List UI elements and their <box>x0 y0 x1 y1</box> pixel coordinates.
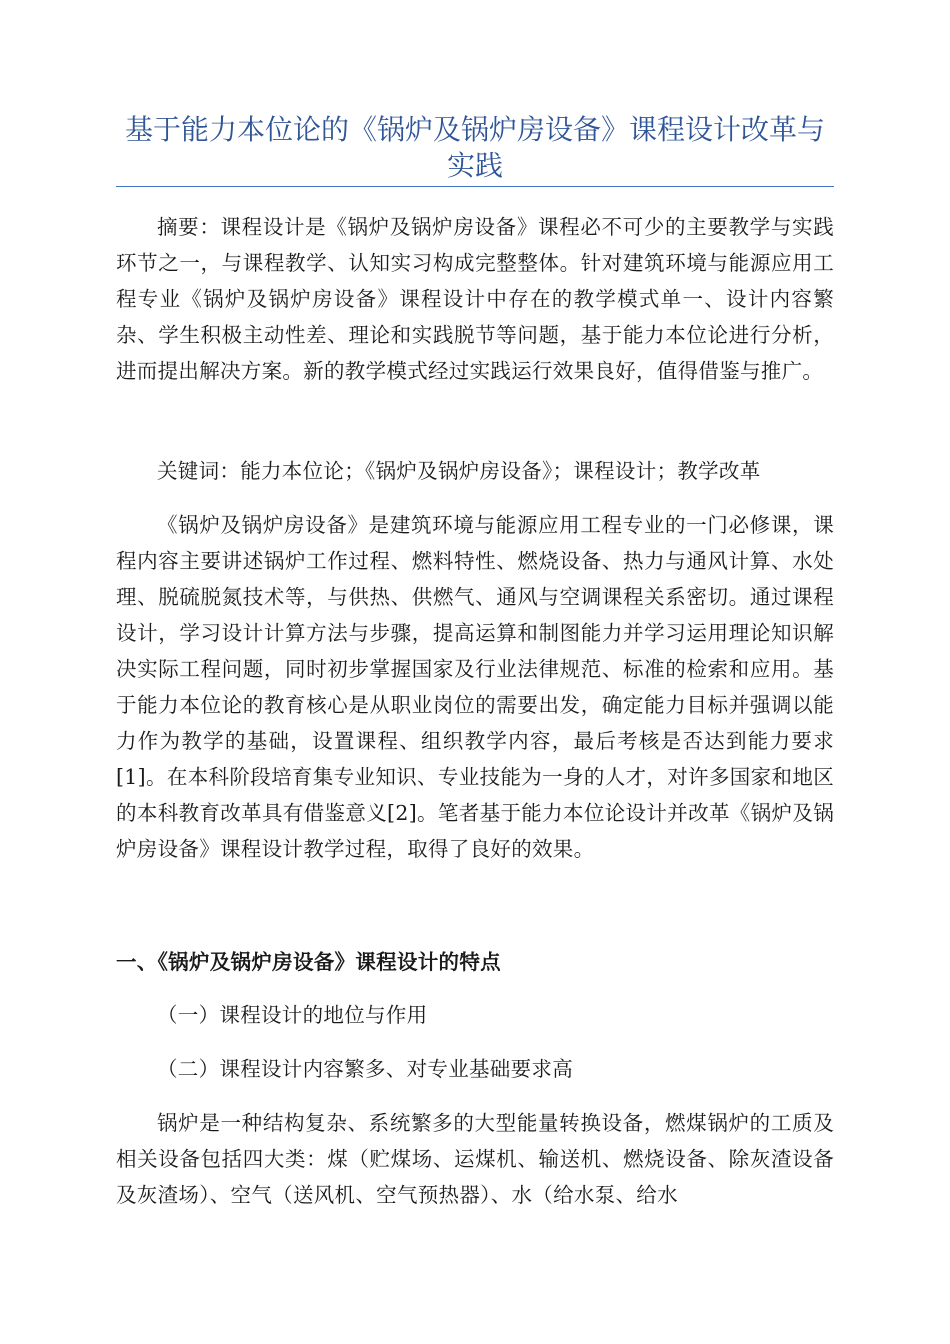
section-heading: 一、《锅炉及锅炉房设备》课程设计的特点 <box>116 950 501 974</box>
title-underline <box>116 186 834 187</box>
document-title: 基于能力本位论的《锅炉及锅炉房设备》课程设计改革与实践 <box>124 113 825 182</box>
intro-paragraph: 《锅炉及锅炉房设备》是建筑环境与能源应用工程专业的一门必修课，课程内容主要讲述锅炉工作过程、燃料特性、燃烧设备、热力与通风计算、水处理、脱硫脱氮技术等，与供热、供燃气、通风与空调课程关系密切。通过课程设计，学习设计计算方法与步骤，提高运算和制图能力并学习运用理论知识解决实际工程问题，同时初步掌握国家及行业法律规范、标准的检索和应用。基于能力本位论的教育核心是从职业岗位的需要出发，确定能力目标并强调以能力作为教学的基础，设置课程、组织教学内容，最后考核是否达到能力要求[1]。在本科阶段培育集专业知识、专业技能为一身的人才，对许多国家和地区的本科教育改革具有借鉴意义[2]。笔者基于能力本位论设计并改革《锅炉及锅炉房设备》课程设计教学过程，取得了良好的效果。 <box>116 513 834 861</box>
body-paragraph: 锅炉是一种结构复杂、系统繁多的大型能量转换设备，燃煤锅炉的工质及相关设备包括四大类：煤（贮煤场、运煤机、输送机、燃烧设备、除灰渣设备及灰渣场）、空气（送风机、空气预热器）、水（给水泵、给水 <box>116 1111 834 1207</box>
subsection-heading-2: （二）课程设计内容繁多、对专业基础要求高 <box>157 1057 573 1081</box>
subsection-heading-1: （一）课程设计的地位与作用 <box>157 1003 428 1027</box>
keywords-paragraph: 关键词：能力本位论；《锅炉及锅炉房设备》；课程设计；教学改革 <box>157 459 761 483</box>
abstract-paragraph: 摘要：课程设计是《锅炉及锅炉房设备》课程必不可少的主要教学与实践环节之一，与课程教学、认知实习构成完整整体。针对建筑环境与能源应用工程专业《锅炉及锅炉房设备》课程设计中存在的教学模式单一、设计内容繁杂、学生积极主动性差、理论和实践脱节等问题，基于能力本位论进行分析，进而提出解决方案。新的教学模式经过实践运行效果良好，值得借鉴与推广。 <box>116 215 834 383</box>
